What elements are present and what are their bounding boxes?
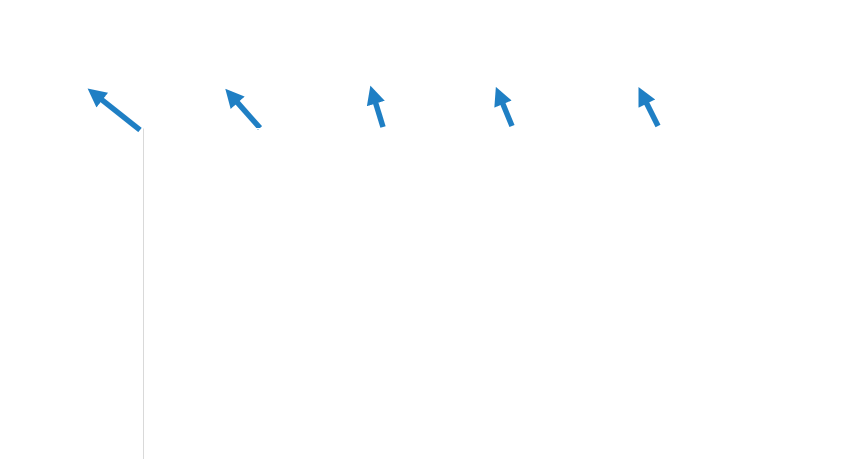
priority-scorecard (1, 2, 858, 79)
up-arrow-icon (92, 92, 140, 130)
up-arrow-icon (372, 91, 383, 127)
up-arrow-icon (229, 93, 260, 128)
priority-influence-matrix (143, 128, 805, 459)
influence-arrows (0, 84, 859, 134)
up-arrow-icon (498, 92, 512, 126)
up-arrow-icon (641, 92, 658, 126)
